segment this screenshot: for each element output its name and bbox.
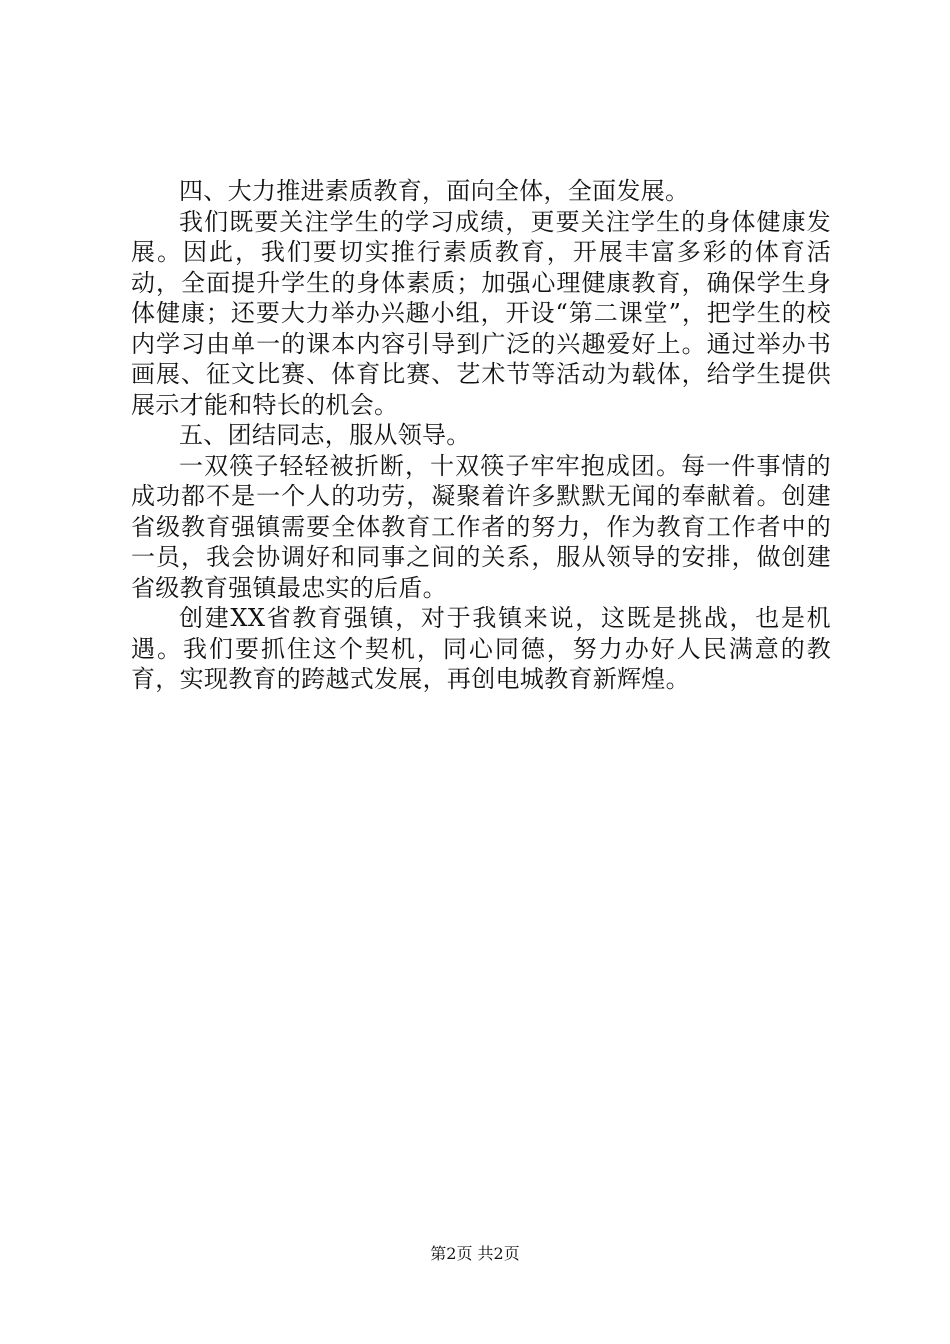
paragraph-quality-education: 我们既要关注学生的学习成绩，更要关注学生的身体健康发展。因此，我们要切实推行素质教育，开展丰富多彩的体育活动，全面提升学生的身体素质；加强心理健康教育，确保学生身体健康；还要大力举办兴趣小组，开设“第二课堂”，把学生的校内学习由单一的课本内容引导到广泛的兴趣爱好上。通过举办书画展、征文比赛、体育比赛、艺术节等活动为载体，给学生提供展示才能和特长的机会。	[131, 207, 831, 419]
section-heading-four: 四、大力推进素质教育，面向全体，全面发展。	[179, 177, 690, 205]
paragraph-conclusion: 创建XX省教育强镇，对于我镇来说，这既是挑战，也是机遇。我们要抓住这个契机，同心同德，努力办好人民满意的教育，实现教育的跨越式发展，再创电城教育新辉煌。	[131, 604, 831, 693]
page-number: 第2页 共2页	[430, 1244, 520, 1263]
section-heading-five: 五、团结同志，服从领导。	[179, 421, 471, 449]
paragraph-unity: 一双筷子轻轻被折断，十双筷子牢牢抱成团。每一件事情的成功都不是一个人的功劳，凝聚着许多默默无闻的奉献着。创建省级教育强镇需要全体教育工作者的努力，作为教育工作者中的一员，我会协调好和同事之间的关系，服从领导的安排，做创建省级教育强镇最忠实的后盾。	[131, 451, 831, 602]
document-body	[131, 176, 831, 695]
page-footer	[0, 1244, 950, 1264]
